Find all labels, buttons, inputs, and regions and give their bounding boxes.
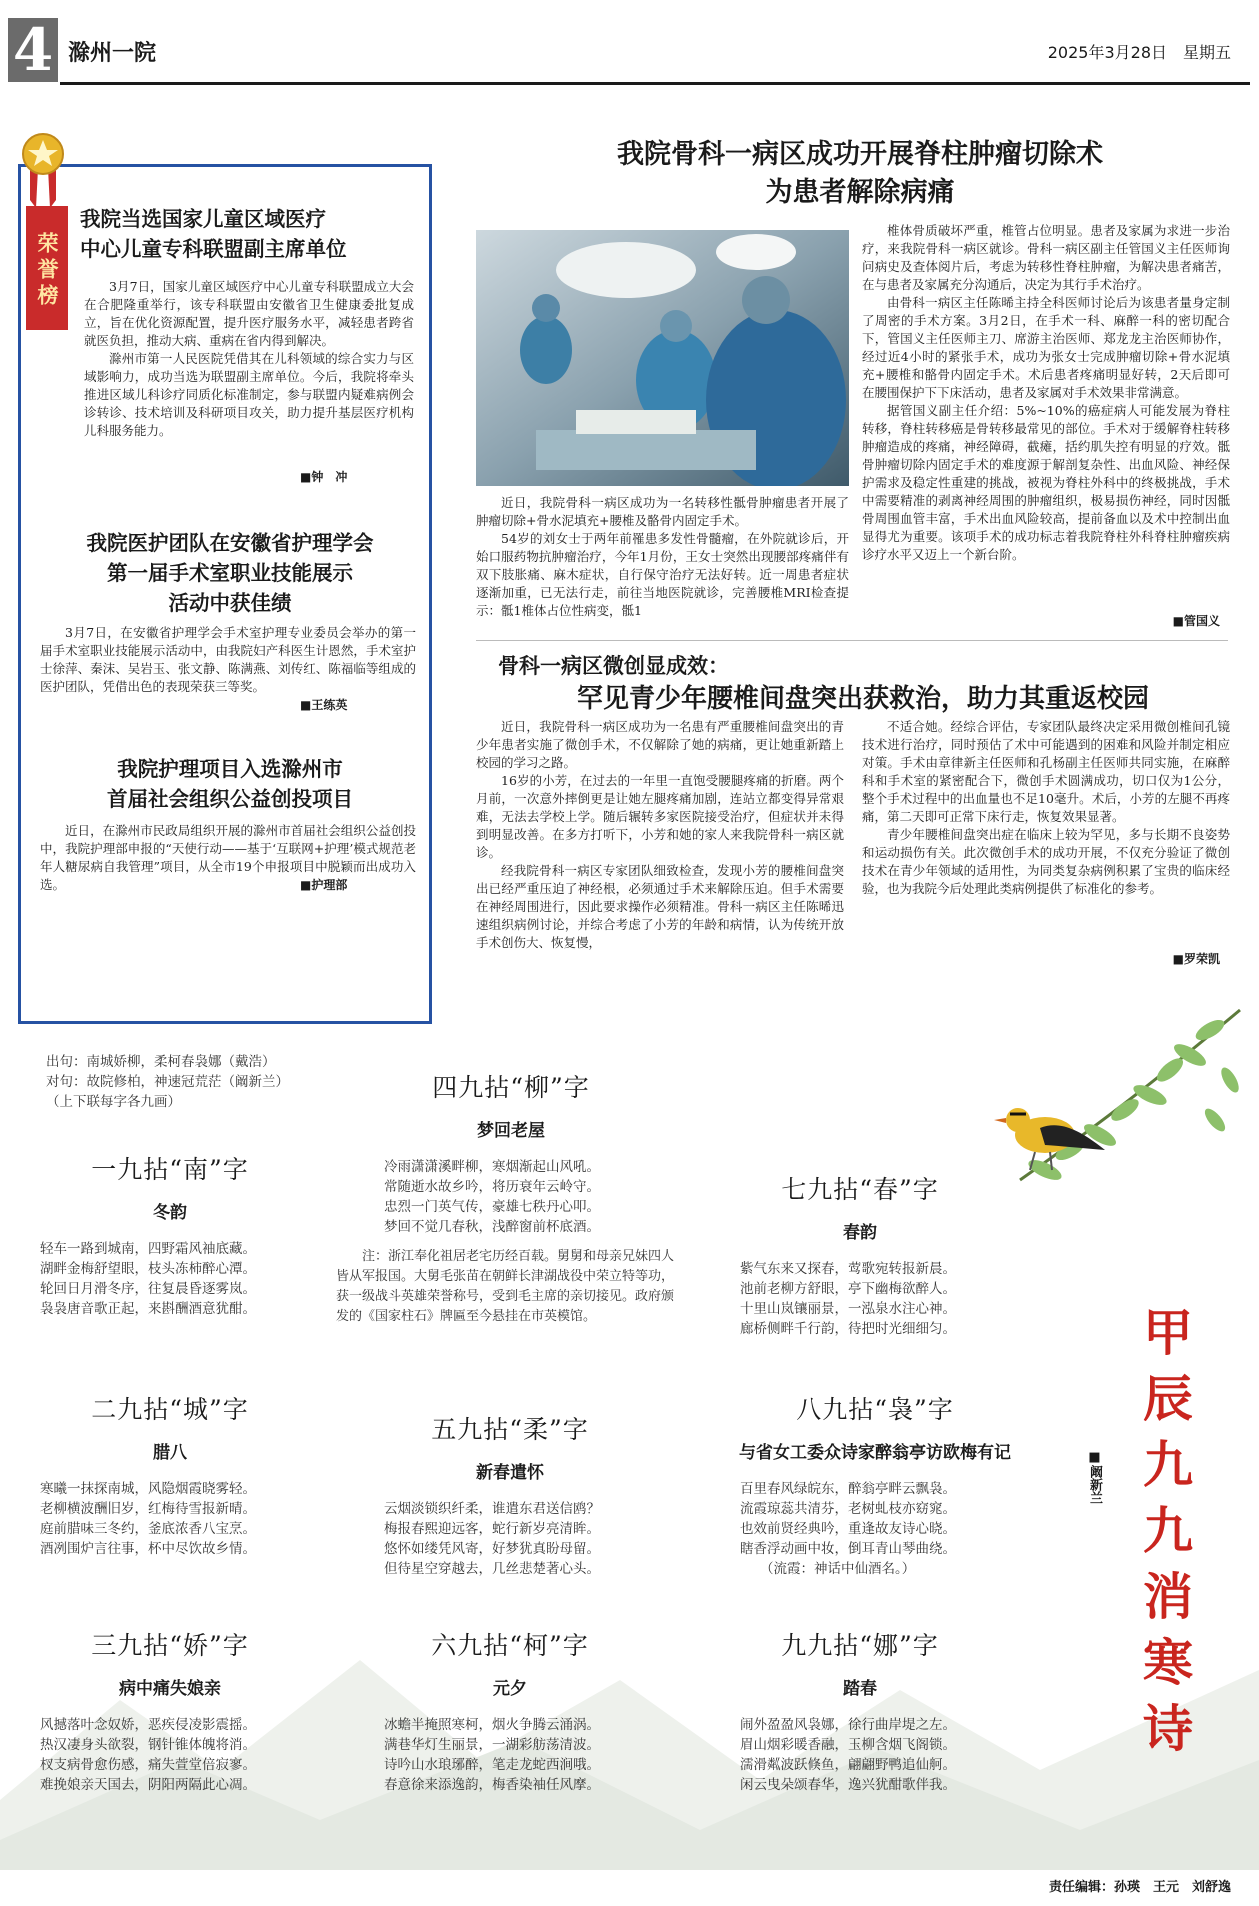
poem-line: 轮回日月滑冬序，往复晨昏逐雾岚。 <box>40 1281 256 1297</box>
poem-7 <box>700 1170 1020 1339</box>
paragraph: 近日，我院骨科一病区成功为一名患有严重腰椎间盘突出的青少年患者实施了微创手术，不仅解除了她的病痛，更让她重新踏上校园的学习之路。 <box>476 719 844 770</box>
poem-subtitle: 元夕 <box>493 1679 527 1699</box>
poem-line: 湖畔金梅舒望眼，枝头冻柿醉心潭。 <box>40 1261 256 1277</box>
poem-line: 酒冽围炉言往事，杯中尽饮故乡情。 <box>40 1541 256 1557</box>
poem-8 <box>690 1390 1060 1579</box>
main-article-left-column <box>476 494 849 620</box>
second-article-title: 罕见青少年腰椎间盘突出获救治，助力其重返校园 <box>576 684 1149 714</box>
honor-article-1-body <box>84 278 414 440</box>
poem-subtitle: 梦回老屋 <box>477 1121 545 1141</box>
poem-subtitle: 踏春 <box>843 1679 877 1699</box>
poem-line: 云烟淡锁织纤柔，谁遣东君送信鸥？ <box>384 1501 600 1517</box>
poem-subtitle: 春韵 <box>843 1223 877 1243</box>
poem-lines <box>700 1259 1020 1339</box>
poem-line: 难挽娘亲天国去，阴阳两隔此心凋。 <box>40 1777 256 1793</box>
editor-credits: 责任编辑：孙瑛 王元 刘舒逸 <box>1048 1880 1231 1895</box>
poem-heading: 二九拈“城”字 <box>91 1395 249 1424</box>
intro-line: （上下联每字各九画） <box>46 1094 181 1110</box>
poem-3 <box>40 1626 300 1795</box>
poetry-section-title: 甲辰九九消寒诗 <box>1143 1304 1193 1758</box>
poem-line: 袅袅唐音歌正起，来斟酬酒意犹酣。 <box>40 1301 256 1317</box>
poem-line: 池前老柳方舒眼，亭下幽梅欲醉人。 <box>740 1281 956 1297</box>
honor-article-3-title <box>40 754 420 814</box>
poem-heading: 六九拈“柯”字 <box>431 1631 589 1660</box>
paper-name: 滁州一院 <box>68 41 157 66</box>
poem-line: 诗吟山水琅琊醉，笔走龙蛇西涧哦。 <box>384 1757 600 1773</box>
title-line: 为患者解除病痛 <box>765 177 955 208</box>
poem-subtitle: 病中痛失娘亲 <box>119 1679 221 1699</box>
main-article-author: ■管国义 <box>1172 614 1220 628</box>
poem-line: 满巷华灯生丽景，一湖彩舫荡清波。 <box>384 1737 600 1753</box>
page-number: 4 <box>8 18 58 82</box>
poem-line: 廊桥侧畔千行韵，待把时光细细匀。 <box>740 1321 956 1337</box>
poem-lines <box>700 1715 1020 1795</box>
header-rule <box>60 82 1250 85</box>
poem-line: 眉山烟彩暖香融，玉柳含烟飞阁锁。 <box>740 1737 956 1753</box>
poem-line: 闲云曳朵颂春华，逸兴犹酣歌伴我。 <box>740 1777 956 1793</box>
poem-subtitle: 腊八 <box>153 1443 187 1463</box>
title-line: 我院护理项目入选滁州市 <box>117 757 343 781</box>
surgery-scene-image <box>476 230 849 486</box>
poem-line: 闹外盈盈风袅娜，徐行曲岸堤之左。 <box>740 1717 956 1733</box>
second-article-left-column <box>476 718 844 952</box>
title-line: 首届社会组织公益创投项目 <box>107 787 353 811</box>
title-line: 第一届手术室职业技能展示 <box>107 561 353 585</box>
poem-4 <box>336 1068 686 1327</box>
poem-subtitle: 与省女工委众诗家醉翁亭访欧梅有记 <box>739 1443 1011 1463</box>
paragraph: 近日，我院骨科一病区成功为一名转移性骶骨肿瘤患者开展了肿瘤切除+骨水泥填充+腰椎及骼骨内固定手术。 <box>476 495 849 528</box>
poem-line: 庭前腊味三冬约，釜底浓香八宝烹。 <box>40 1521 256 1537</box>
poem-line: 但待星空穿越去，几丝悲楚著心头。 <box>384 1561 600 1577</box>
poem-6 <box>340 1626 680 1795</box>
poem-line: 十里山岚镶丽景，一泓泉水注心神。 <box>740 1301 956 1317</box>
poem-line: 冷雨潇潇溪畔柳，寒烟渐起山风吼。 <box>384 1159 600 1175</box>
page-header <box>0 0 1259 90</box>
poet-signature: ■阚新兰 <box>1087 1450 1102 1504</box>
honor-article-1-author: ■钟 冲 <box>300 470 348 484</box>
honor-article-2-body <box>40 624 416 696</box>
poem-9 <box>700 1626 1020 1795</box>
poem-lines <box>40 1239 300 1319</box>
poetry-intro <box>46 1052 346 1112</box>
poem-5 <box>340 1410 680 1579</box>
paragraph: 近日，在滁州市民政局组织开展的滁州市首届社会组织公益创投中，我院护理部申报的“天使行动——基于‘互联网+护理’模式规范老年人糖尿病自我管理”项目，从全市19个申报项目中脱颖而出成功入选。 <box>40 823 416 892</box>
poem-line: 寒曦一抹探南城，风隐烟霞晓雾轻。 <box>40 1481 256 1497</box>
poem-heading: 七九拈“春”字 <box>781 1175 939 1204</box>
paragraph: 经我院骨科一病区专家团队细致检查，发现小芳的腰椎间盘突出已经严重压迫了神经根，必须通过手术来解除压迫。但手术需要在神经周围进行，因此要求操作必须精准。骨科一病区主任陈晞迅速组织病例讨论，并综合考虑了小芳的年龄和病情，认为传统开放手术创伤大、恢复慢， <box>476 863 844 950</box>
poem-heading: 四九拈“柳”字 <box>432 1073 590 1102</box>
paragraph: 椎体骨质破坏严重，椎管占位明显。患者及家属为求进一步治疗，来我院骨科一病区就诊。骨科一病区副主任管国义主任医师询问病史及查体阅片后，考虑为转移性脊柱肿瘤，为解决患者痛苦，在与患者及家属充分沟通后，决定为其行手术治疗。 <box>862 223 1230 292</box>
title-line: 我院骨科一病区成功开展脊柱肿瘤切除术 <box>617 139 1103 170</box>
poem-lines <box>690 1479 1060 1579</box>
poem-line: 老柳横波酬旧岁，红梅待雪报新晴。 <box>40 1501 256 1517</box>
intro-line: 对句：故院修柏，神速冠荒茫（阚新兰） <box>46 1074 289 1090</box>
second-article-right-column <box>862 718 1230 898</box>
paragraph: 青少年腰椎间盘突出症在临床上较为罕见，多与长期不良姿势和运动损伤有关。此次微创手术的成功开展，不仅充分验证了微创技术在青少年领域的适用性，为同类复杂病例积累了宝贵的临床经验，也为我院今后处理此类病例提供了标准化的参考。 <box>862 827 1230 896</box>
poem-line: 风撼落叶念奴娇，恶疾侵凌影震摇。 <box>40 1717 256 1733</box>
poem-line: （流霞：神话中仙酒名。） <box>760 1561 916 1577</box>
paragraph: 3月7日，国家儿童区域医疗中心儿童专科联盟成立大会在合肥隆重举行，该专科联盟由安徽省卫生健康委批复成立，旨在优化资源配置，提升医疗服务水平，减轻患者跨省就医负担，推动大病、重病在省内得到解决。 <box>84 279 414 348</box>
poem-1 <box>40 1150 300 1319</box>
second-article-kicker: 骨科一病区微创显成效： <box>498 654 729 678</box>
poem-heading: 一九拈“南”字 <box>91 1155 249 1184</box>
poem-heading: 八九拈“袅”字 <box>796 1395 954 1424</box>
poem-line: 忠烈一门英气传，豪雄七秩丹心叩。 <box>384 1199 600 1215</box>
poem-lines <box>340 1499 680 1579</box>
poem-line: 杈支病骨愈伤感，痛失萱堂倍寂寥。 <box>40 1757 256 1773</box>
poem-line: 热汉凄身头欲裂，钢针锥体魄将消。 <box>40 1737 256 1753</box>
surgery-photo <box>476 230 849 486</box>
main-article-title <box>480 136 1240 212</box>
poem-heading: 五九拈“柔”字 <box>431 1415 589 1444</box>
paragraph: 3月7日，在安徽省护理学会手术室护理专业委员会举办的第一届手术室职业技能展示活动中，由我院妇产科医生计恩然，手术室护士徐萍、秦沫、吴岩玉、张文静、陈满燕、刘传红、陈福临等组成的医护团队，凭借出色的表现荣获三等奖。 <box>40 625 416 694</box>
poem-line: 瞎香浮动画中妆，倒耳青山琴曲绕。 <box>740 1541 956 1557</box>
poem-line: 濡滑粼波跃倏鱼，翩翩野鸭追仙舸。 <box>740 1757 956 1773</box>
poem-line: 梅报春熙迎远客，蛇行新岁亮清眸。 <box>384 1521 600 1537</box>
poem-lines <box>336 1157 686 1237</box>
poem-line: 梦回不觉几春秋，浅醉窗前杯底酒。 <box>384 1219 600 1235</box>
honor-article-1-title <box>78 204 418 264</box>
poem-line: 冰蟾半掩照寒柯，烟火争腾云涌涡。 <box>384 1717 600 1733</box>
paragraph: 滁州市第一人民医院凭借其在儿科领域的综合实力与区域影响力，成功当选为联盟副主席单位。今后，我院将牵头推进区域儿科诊疗同质化标准制定，参与联盟内疑难病例会诊转诊、技术培训及科研项目攻关，助力提升基层医疗机构儿科服务能力。 <box>84 351 414 438</box>
poem-line: 悠怀如缕凭风寄，好梦犹真盼母留。 <box>384 1541 600 1557</box>
poem-lines <box>340 1715 680 1795</box>
paragraph: 据管国义副主任介绍：5%~10%的癌症病人可能发展为脊柱转移，脊柱转移癌是骨转移最常见的部位。手术对于缓解脊柱转移肿瘤造成的疼痛，神经障碍，截瘫，括约肌失控有明显的疗效。骶骨肿瘤切除内固定手术的难度源于解剖复杂性、出血风险、神经保护需求及稳定性重建的挑战，被视为脊柱外科中的终极挑战，手术中需要精准的剥离神经周围的肿瘤组织，极易损伤神经，同时因骶骨周围血管丰富，手术出血风险较高，提前备血以及术中控制出血显得尤为重要。该项手术的成功标志着我院脊柱外科脊柱肿瘤疾病诊疗水平又迈上一个新台阶。 <box>862 403 1230 562</box>
paragraph: 16岁的小芳，在过去的一年里一直饱受腰腿疼痛的折磨。两个月前，一次意外摔倒更是让她左腿疼痛加剧，连站立都变得异常艰难，无法去学校上学。随后辗转多家医院接受治疗，但症状并未得到明显改善。在多方打听下，小芳和她的家人来我院骨科一病区就诊。 <box>476 773 844 860</box>
intro-line: 出句：南城娇柳，柔柯春袅娜（戴浩） <box>46 1054 276 1070</box>
section-divider <box>476 640 1228 641</box>
title-line: 我院当选国家儿童区域医疗 <box>80 207 326 231</box>
honor-article-3-author: ■护理部 <box>300 878 348 892</box>
honor-article-2-title <box>40 528 420 618</box>
poem-line: 轻车一路到城南，四野霜风袖底藏。 <box>40 1241 256 1257</box>
title-line: 中心儿童专科联盟副主席单位 <box>80 237 347 261</box>
paragraph: 不适合她。经综合评估，专家团队最终决定采用微创椎间孔镜技术进行治疗，同时预估了术中可能遇到的困难和风险并制定相应对策。手术由章律新主任医师和孔杨副主任医师共同实施，在麻醉科和手术室的紧密配合下，微创手术圆满成功，切口仅为1公分，整个手术过程中的出血量也不足10毫升。术后，小芳的左腿不再疼痛，第二天即可正常下床行走，恢复效果显著。 <box>862 719 1230 824</box>
poem-2 <box>40 1390 300 1559</box>
paragraph: 由骨科一病区主任陈晞主持全科医师讨论后为该患者量身定制了周密的手术方案。3月2日，在手术一科、麻醉一科的密切配合下，管国义主任医师主刀、席游主治医师、郑龙龙主治医师协作，经过近4小时的紧张手术，成功为张女士完成肿瘤切除+骨水泥填充+腰椎和骼骨内固定手术。术后患者疼痛明显好转，2天后即可在腰围保护下下床活动，患者及家属对手术效果非常满意。 <box>862 295 1230 400</box>
poem-subtitle: 冬韵 <box>153 1203 187 1223</box>
poem-subtitle: 新春遣怀 <box>476 1463 544 1483</box>
poem-note: 注：浙江奉化祖居老宅历经百载。舅舅和母亲兄妹四人皆从军报国。大舅毛张苗在朝鲜长津湖战役中荣立特等功，获一级战斗英雄荣誉称号，受到毛主席的亲切接见。政府颁发的《国家柱石》牌匾至今悬挂在市英模馆。 <box>336 1249 675 1324</box>
oriole-bird-icon <box>990 1090 1110 1180</box>
poem-line: 紫气东来又探春，莺歌宛转报新晨。 <box>740 1261 956 1277</box>
poem-line: 也效前贤经典吟，重逢故友诗心晓。 <box>740 1521 956 1537</box>
poem-heading: 三九拈“娇”字 <box>91 1631 249 1660</box>
poem-lines <box>40 1715 300 1795</box>
poem-line: 流霞琼蕊共清芬，老树虬枝亦窈窕。 <box>740 1501 956 1517</box>
honor-roll-tag: 荣誉榜 <box>26 206 68 330</box>
poem-heading: 九九拈“娜”字 <box>781 1631 939 1660</box>
paragraph: 54岁的刘女士于两年前罹患多发性骨髓瘤，在外院就诊后，开始口服药物抗肿瘤治疗，今年1月份，王女士突然出现腰部疼痛伴有双下肢胀痛、麻木症状，自行保守治疗无法好转。近一周患者症状逐渐加重，已无法行走，前往当地医院就诊，完善腰椎MRI检查提示：骶1椎体占位性病变，骶1 <box>476 531 849 618</box>
medal-icon <box>20 128 66 208</box>
poem-line: 春意徐来添逸韵，梅香染袖任风摩。 <box>384 1777 600 1793</box>
main-article-right-column <box>862 222 1230 564</box>
poem-lines <box>40 1479 300 1559</box>
poem-line: 常随逝水故乡吟，将历衰年云岭守。 <box>384 1179 600 1195</box>
honor-article-1 <box>78 204 418 264</box>
poem-line: 百里春风绿皖东，醉翁亭畔云飘袅。 <box>740 1481 956 1497</box>
issue-date: 2025年3月28日 星期五 <box>1047 43 1231 62</box>
title-line: 活动中获佳绩 <box>168 591 292 615</box>
title-line: 我院医护团队在安徽省护理学会 <box>86 531 374 555</box>
second-article-author: ■罗荣凯 <box>1172 952 1220 966</box>
honor-article-2-author: ■王练英 <box>300 698 348 712</box>
